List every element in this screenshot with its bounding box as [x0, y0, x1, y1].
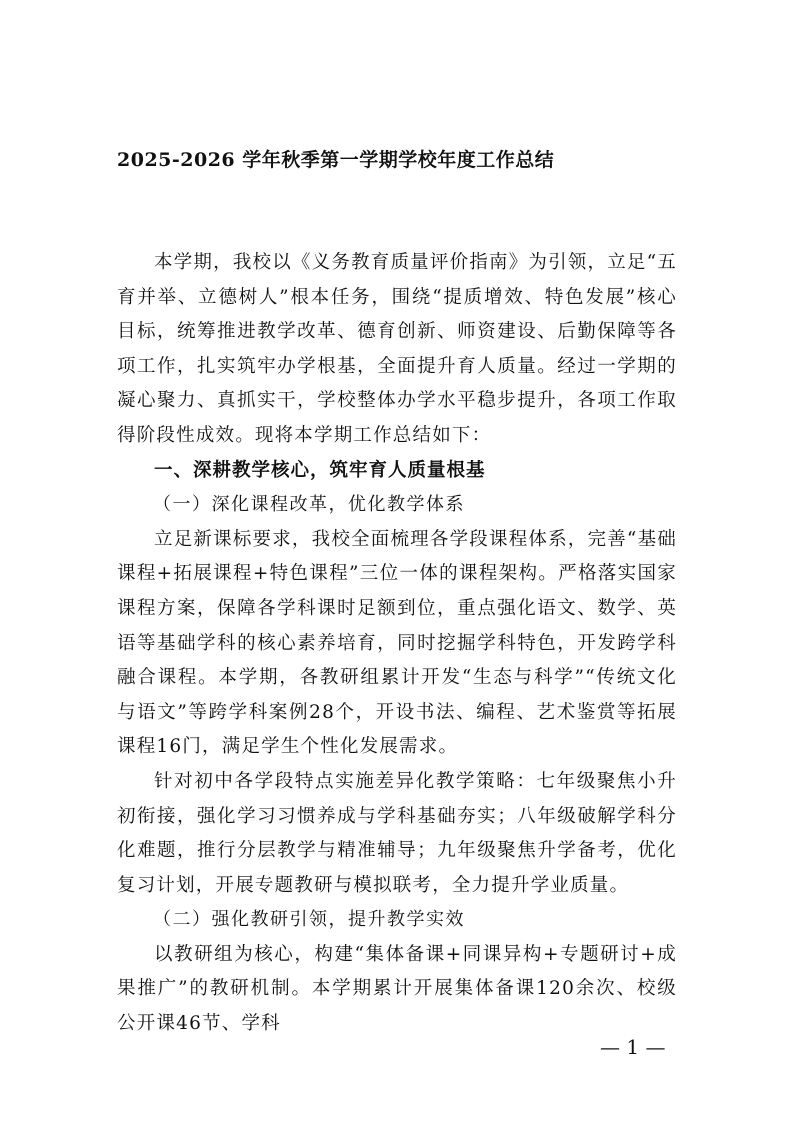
- subsection-2-paragraph-1: 以教研组为核心，构建“集体备课+同课异构+专题研讨+成果推广”的教研机制。本学期累计开展集体备课120余次、校级公开课46节、学科: [117, 943, 677, 1035]
- page-number: — 1 —: [600, 1035, 666, 1059]
- subsection-1-paragraph-2: 针对初中各学段特点实施差异化教学策略：七年级聚焦小升初衔接，强化学习习惯养成与学科基础夯实；八年级破解学科分化难题，推行分层教学与精准辅导；九年级聚焦升学备考，优化复习计划，开展专题教研与模拟联考，全力提升学业质量。: [117, 770, 677, 896]
- intro-paragraph: 本学期，我校以《义务教育质量评价指南》为引领，立足“五育并举、立德树人”根本任务，围绕“提质增效、特色发展”核心目标，统筹推进教学改革、德育创新、师资建设、后勤保障等各项工作，扎实筑牢办学根基，全面提升育人质量。经过一学期的凝心聚力、真抓实干，学校整体办学水平稳步提升，各项工作取得阶段性成效。现将本学期工作总结如下：: [117, 252, 677, 446]
- subsection-1-paragraph-1: 立足新课标要求，我校全面梳理各学段课程体系，完善“基础课程+拓展课程+特色课程”三位一体的课程架构。严格落实国家课程方案，保障各学科课时足额到位，重点强化语文、数学、英语等基础学科的核心素养培育，同时挖掘学科特色，开发跨学科融合课程。本学期，各教研组累计开发“生态与科学”“传统文化与语文”等跨学科案例28个，开设书法、编程、艺术鉴赏等拓展课程16门，满足学生个性化发展需求。: [117, 528, 677, 758]
- document-title: 2025-2026 学年秋季第一学期学校年度工作总结: [117, 149, 555, 171]
- subsection-1-heading: （一）深化课程改革，优化教学体系: [153, 494, 465, 516]
- subsection-2-heading: （二）强化教研引领，提升教学实效: [153, 909, 465, 931]
- section-1-heading: 一、深耕教学核心，筑牢育人质量根基: [154, 459, 486, 481]
- document-body: [117, 246, 677, 1042]
